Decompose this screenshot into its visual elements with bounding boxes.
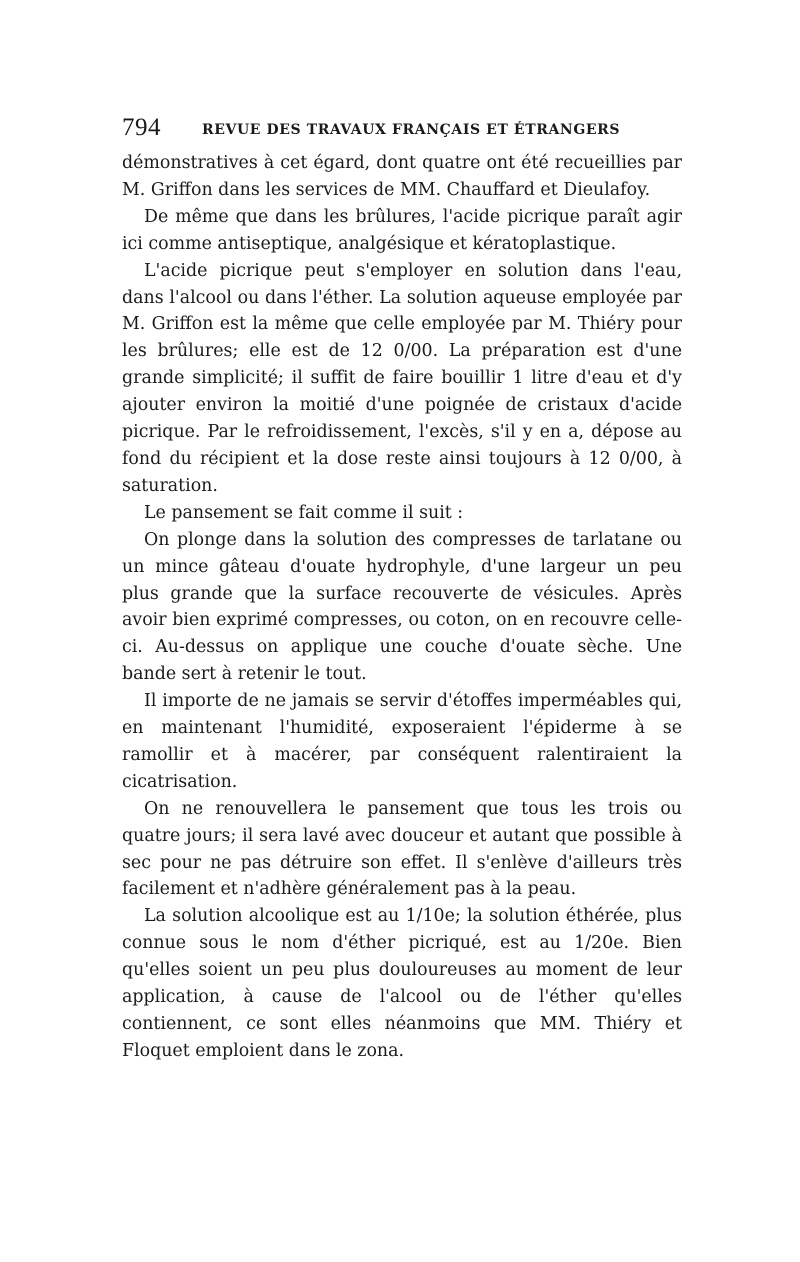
paragraph: De même que dans les brûlures, l'acide picrique paraît agir ici comme antiseptique, analgésique et kératoplastique. [122, 206, 682, 254]
paragraph: On ne renouvellera le pansement que tous les trois ou quatre jours; il sera lavé avec douceur et autant que possible à sec pour ne pas détruire son effet. Il s'enlève d'ailleurs très facilement et n'adhère généralement pas à la peau. [122, 798, 682, 900]
page-header [122, 112, 682, 146]
paragraph: Le pansement se fait comme il suit : [144, 502, 464, 523]
paragraph: La solution alcoolique est au 1/10e; la solution éthérée, plus connue sous le nom d'éther picriqué, est au 1/20e. Bien qu'elles soient un peu plus douloureuses au moment de leur application, à cause de l'alcool ou de l'éther qu'elles contiennent, ce sont elles néanmoins que MM. Thiéry et Floquet emploient dans le zona. [122, 906, 682, 1061]
paragraph: On plonge dans la solution des compresses de tarlatane ou un mince gâteau d'ouate hydrophyle, d'une largeur un peu plus grande que la surface recouverte de vésicules. Après avoir bien exprimé compresses, ou coton, on en recouvre celle-ci. Au-dessus on applique une couche d'ouate sèche. Une bande sert à retenir le tout. [122, 529, 682, 685]
paragraph: L'acide picrique peut s'employer en solution dans l'eau, dans l'alcool ou dans l'éther. La solution aqueuse employée par M. Griffon est la même que celle employée par M. Thiéry pour les brûlures; elle est de 12 0/00. La préparation est d'une grande simplicité; il suffit de faire bouillir 1 litre d'eau et d'y ajouter environ la moitié d'une poignée de cristaux d'acide picrique. Par le refroidissement, l'excès, s'il y en a, dépose au fond du récipient et la dose reste ainsi toujours à 12 0/00, à saturation. [122, 260, 682, 496]
paragraph: démonstratives à cet égard, dont quatre ont été recueillies par M. Griffon dans les services de MM. Chauffard et Dieulafoy. [122, 153, 682, 200]
paragraph: Il importe de ne jamais se servir d'étoffes imperméables qui, en maintenant l'humidité, exposeraient l'épiderme à se ramollir et à macérer, par conséquent ralentiraient la cicatrisation. [122, 691, 682, 792]
page-number: 794 [122, 114, 161, 141]
body-text [122, 150, 682, 1065]
running-title: REVUE DES TRAVAUX FRANÇAIS ET ÉTRANGERS [202, 122, 621, 138]
